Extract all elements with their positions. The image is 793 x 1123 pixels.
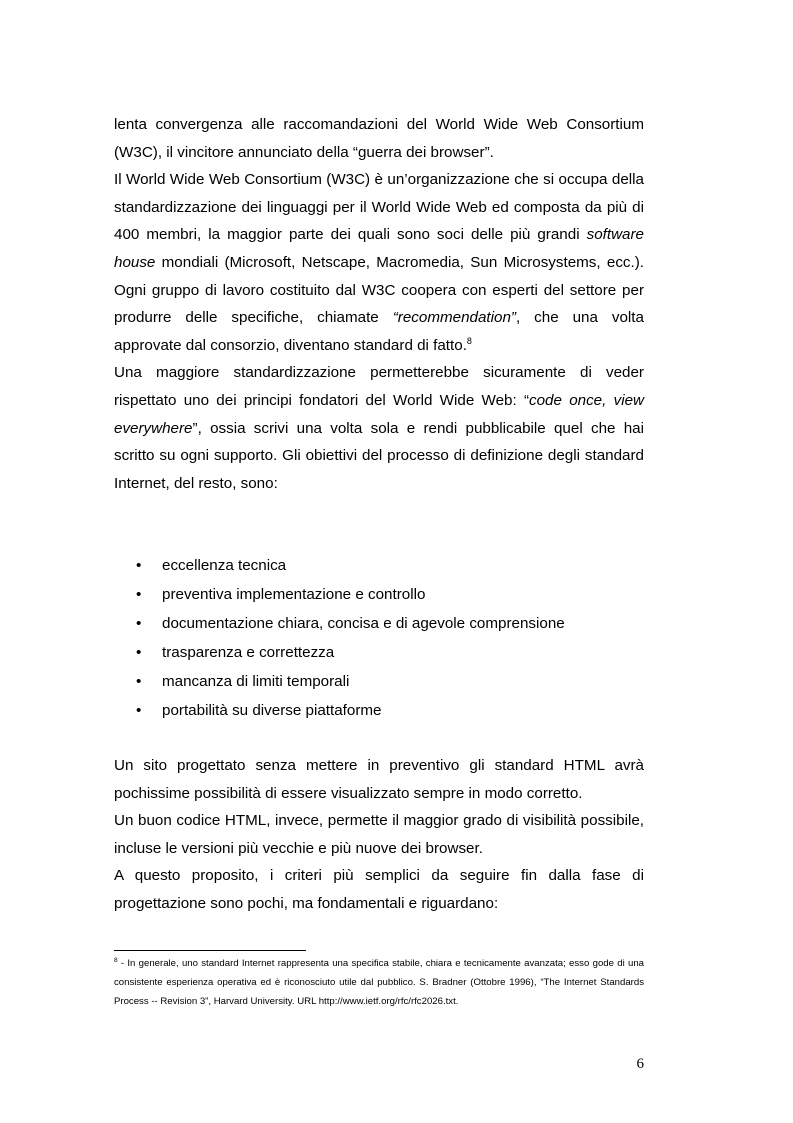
footnote-number: 8: [114, 957, 118, 964]
paragraph-standardization-text-b: ”, ossia scrivi una volta sola e rendi pubblicabile quel che hai scritto su ogni supporto. Gli obiettivi del processo di definizione degli standard Internet, del resto, sono:: [114, 419, 644, 492]
list-item-label: eccellenza tecnica: [162, 557, 287, 574]
page-number: 6: [636, 1056, 644, 1072]
paragraph-criteria: A questo proposito, i criteri più semplici da seguire fin dalla fase di progettazione sono pochi, ma fondamentali e riguardano:: [114, 867, 644, 912]
list-item: [114, 609, 644, 638]
list-item-label: preventiva implementazione e controllo: [162, 586, 426, 603]
list-item: [114, 638, 644, 667]
footnote-reference: 8: [466, 335, 472, 346]
objectives-list: [114, 551, 644, 725]
italic-recommendation: “recommendation”: [392, 309, 516, 327]
list-item-label: mancanza di limiti temporali: [162, 673, 350, 690]
paragraph-good-html: Un buon codice HTML, invece, permette il maggior grado di visibilità possibile, incluse le versioni più vecchie e più nuove dei browser.: [114, 812, 644, 857]
paragraph-w3c-text-a: Il World Wide Web Consortium (W3C) è un’organizzazione che si occupa della standardizzazione dei linguaggi per il World Wide Web ed composta da più di 400 membri, la maggior parte dei quali sono soci delle più grandi: [114, 171, 644, 244]
footnote-text: - In generale, uno standard Internet rappresenta una specifica stabile, chiara e tecnicamente avanzata; esso gode di una consistente esperienza operativa ed è riconosciuto utile dal pubblico. S. Bradner (Ottobre 1996), “The Internet Standards Process -- Revision 3”, Harvard University. URL http://www.ietf.org/rfc/rfc2026.txt.: [114, 958, 644, 1007]
footnote: [114, 954, 644, 1011]
bullet-icon: •: [136, 644, 142, 661]
footnote-separator: [114, 950, 306, 951]
list-item-label: trasparenza e correttezza: [162, 644, 335, 661]
bullet-icon: •: [136, 557, 142, 574]
list-item-label: portabilità su diverse piattaforme: [162, 702, 382, 719]
bullet-icon: •: [136, 615, 142, 632]
list-item: [114, 580, 644, 609]
list-item: [114, 551, 644, 580]
bullet-icon: •: [136, 673, 142, 690]
italic-code-once: code once, view everywhere: [114, 391, 644, 437]
list-item: [114, 667, 644, 696]
paragraph-w3c-convergence: lenta convergenza alle raccomandazioni del World Wide Web Consortium (W3C), il vincitore annunciato della “guerra dei browser”.: [114, 116, 644, 161]
list-item: [114, 696, 644, 725]
body-text-bottom: [114, 752, 644, 918]
bullet-icon: •: [136, 586, 142, 603]
body-text-top: [114, 111, 644, 497]
paragraph-w3c-text-c: , che una volta approvate dal consorzio, diventano standard di fatto.: [114, 309, 644, 354]
paragraph-standardization: [114, 359, 644, 497]
paragraph-standardization-text-a: Una maggiore standardizzazione permetterebbe sicuramente di veder rispettato uno dei principi fondatori del World Wide Web: “: [114, 364, 644, 409]
list-item-label: documentazione chiara, concisa e di agevole comprensione: [162, 615, 565, 632]
paragraph-w3c-description: [114, 166, 644, 359]
paragraph-site-standards: Un sito progettato senza mettere in preventivo gli standard HTML avrà pochissime possibilità di essere visualizzato sempre in modo corretto.: [114, 757, 644, 802]
paragraph-w3c-text-b: mondiali (Microsoft, Netscape, Macromedia, Sun Microsystems, ecc.). Ogni gruppo di lavoro costituito dal W3C coopera con esperti del settore per produrre delle specifiche, chiamate: [114, 253, 644, 327]
italic-software-house: software house: [114, 226, 644, 271]
bullet-icon: •: [136, 702, 142, 719]
